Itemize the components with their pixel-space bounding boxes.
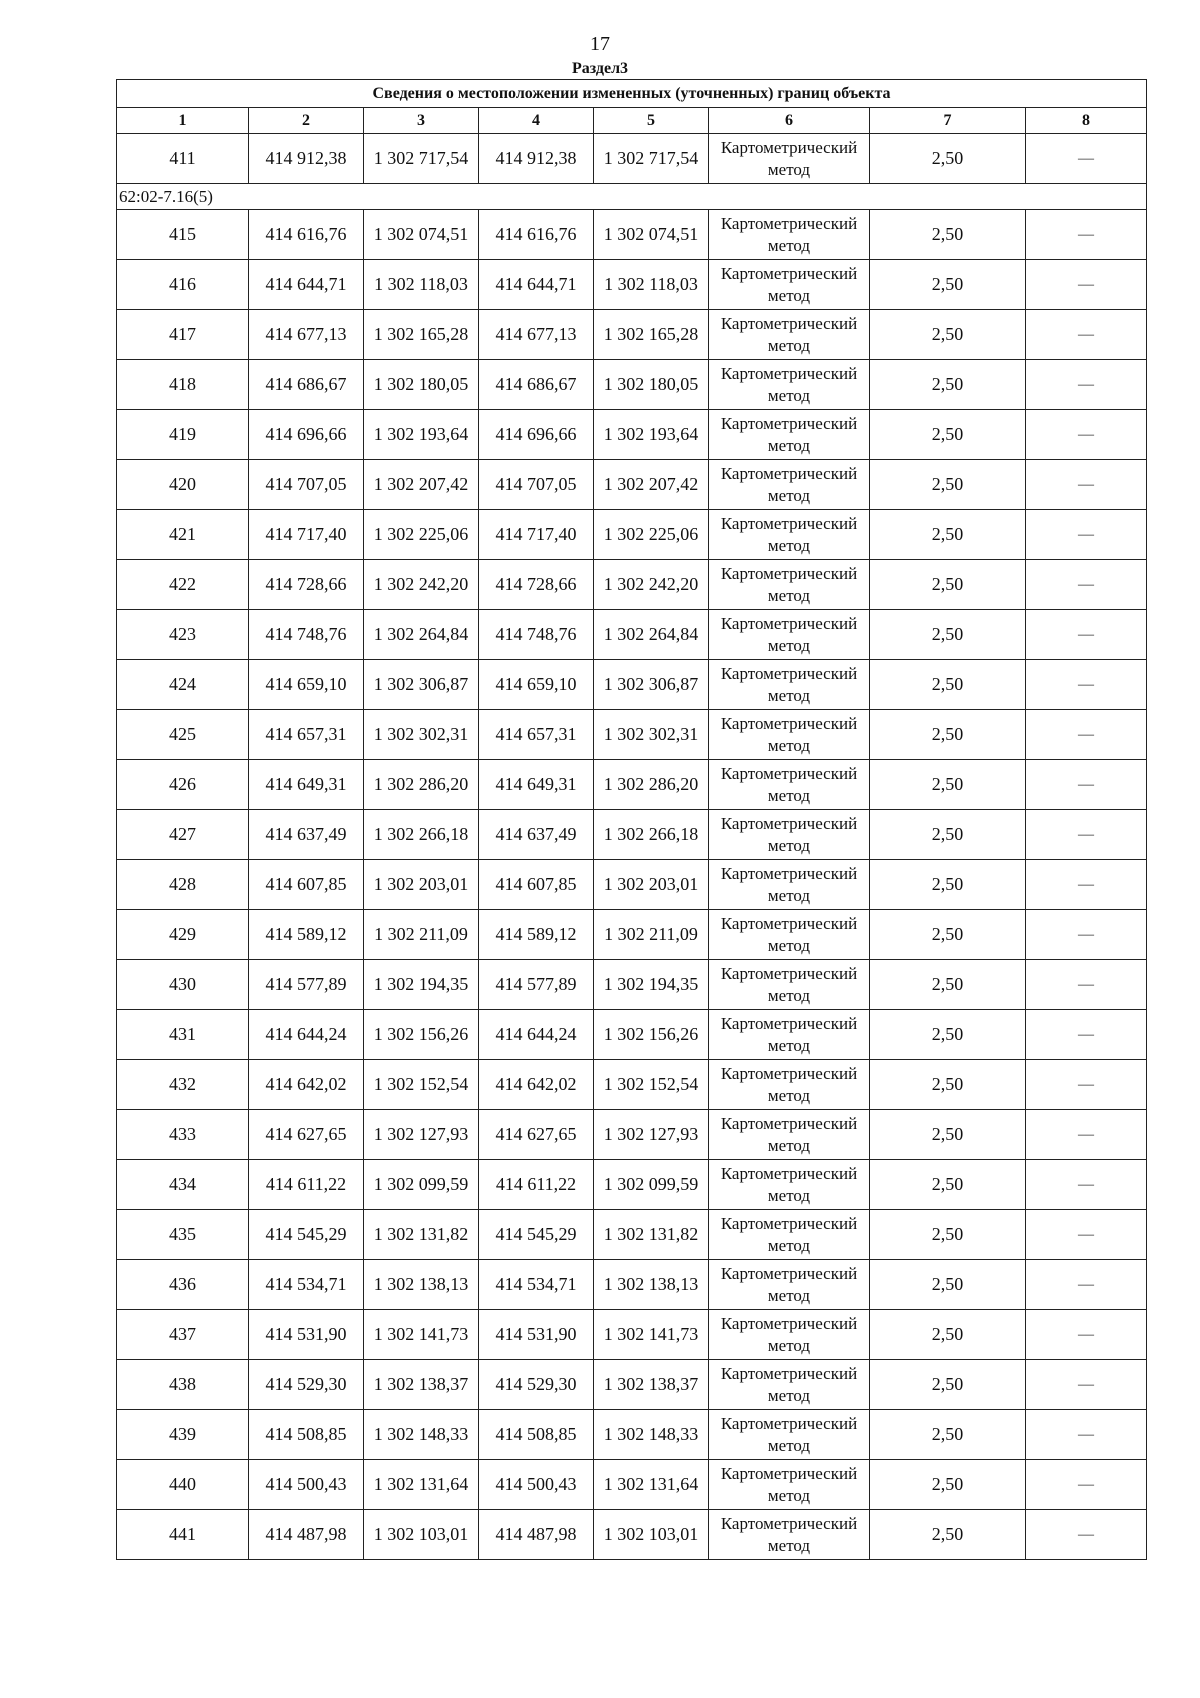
cell-x-new: 414 717,40	[479, 510, 594, 560]
cell-x-existing: 414 589,12	[249, 910, 364, 960]
cell-accuracy: 2,50	[870, 960, 1026, 1010]
cell-y-new: 1 302 717,54	[594, 134, 709, 184]
cell-y-new: 1 302 141,73	[594, 1310, 709, 1360]
cell-description: —	[1026, 1410, 1147, 1460]
cell-point-number: 429	[117, 910, 249, 960]
cell-point-number: 419	[117, 410, 249, 460]
cell-method: Картометрический метод	[709, 360, 870, 410]
cell-method: Картометрический метод	[709, 410, 870, 460]
cell-description: —	[1026, 1010, 1147, 1060]
cell-x-existing: 414 644,71	[249, 260, 364, 310]
cell-description: —	[1026, 410, 1147, 460]
cell-point-number: 421	[117, 510, 249, 560]
cell-y-new: 1 302 207,42	[594, 460, 709, 510]
cell-method: Картометрический метод	[709, 910, 870, 960]
cell-x-existing: 414 607,85	[249, 860, 364, 910]
cell-x-new: 414 686,67	[479, 360, 594, 410]
cell-method: Картометрический метод	[709, 134, 870, 184]
cell-method: Картометрический метод	[709, 510, 870, 560]
cell-method: Картометрический метод	[709, 810, 870, 860]
cell-method: Картометрический метод	[709, 260, 870, 310]
cell-x-existing: 414 696,66	[249, 410, 364, 460]
cell-x-existing: 414 616,76	[249, 210, 364, 260]
cell-x-existing: 414 531,90	[249, 1310, 364, 1360]
cell-x-new: 414 657,31	[479, 710, 594, 760]
cell-method: Картометрический метод	[709, 660, 870, 710]
cell-accuracy: 2,50	[870, 1260, 1026, 1310]
cell-point-number: 438	[117, 1360, 249, 1410]
cell-accuracy: 2,50	[870, 1510, 1026, 1560]
cell-method: Картометрический метод	[709, 1260, 870, 1310]
cell-method: Картометрический метод	[709, 760, 870, 810]
cell-description: —	[1026, 260, 1147, 310]
cell-accuracy: 2,50	[870, 260, 1026, 310]
table-row	[117, 1060, 1147, 1110]
cell-x-existing: 414 717,40	[249, 510, 364, 560]
cell-x-new: 414 607,85	[479, 860, 594, 910]
cell-y-new: 1 302 103,01	[594, 1510, 709, 1560]
column-header-8: 8	[1026, 108, 1147, 134]
cell-accuracy: 2,50	[870, 810, 1026, 860]
cell-x-existing: 414 487,98	[249, 1510, 364, 1560]
cell-description: —	[1026, 460, 1147, 510]
column-header-5: 5	[594, 108, 709, 134]
cell-x-new: 414 644,24	[479, 1010, 594, 1060]
cell-description: —	[1026, 1160, 1147, 1210]
cell-method: Картометрический метод	[709, 1210, 870, 1260]
cell-description: —	[1026, 810, 1147, 860]
table-row	[117, 910, 1147, 960]
cell-method: Картометрический метод	[709, 1460, 870, 1510]
cell-description: —	[1026, 1310, 1147, 1360]
cell-x-new: 414 487,98	[479, 1510, 594, 1560]
cell-y-existing: 1 302 099,59	[364, 1160, 479, 1210]
cell-x-new: 414 637,49	[479, 810, 594, 860]
cell-y-new: 1 302 264,84	[594, 610, 709, 660]
cell-y-new: 1 302 152,54	[594, 1060, 709, 1110]
cell-description: —	[1026, 610, 1147, 660]
cell-y-existing: 1 302 138,13	[364, 1260, 479, 1310]
cell-point-number: 415	[117, 210, 249, 260]
cell-y-new: 1 302 225,06	[594, 510, 709, 560]
table-row	[117, 860, 1147, 910]
cell-x-new: 414 500,43	[479, 1460, 594, 1510]
cell-accuracy: 2,50	[870, 1410, 1026, 1460]
table-row	[117, 660, 1147, 710]
cell-description: —	[1026, 960, 1147, 1010]
cell-y-existing: 1 302 152,54	[364, 1060, 479, 1110]
cell-x-existing: 414 912,38	[249, 134, 364, 184]
cell-y-existing: 1 302 207,42	[364, 460, 479, 510]
cell-x-new: 414 611,22	[479, 1160, 594, 1210]
cell-y-new: 1 302 138,13	[594, 1260, 709, 1310]
cell-y-new: 1 302 074,51	[594, 210, 709, 260]
cell-description: —	[1026, 910, 1147, 960]
cell-y-new: 1 302 127,93	[594, 1110, 709, 1160]
cell-x-existing: 414 659,10	[249, 660, 364, 710]
cell-x-new: 414 529,30	[479, 1360, 594, 1410]
cell-x-existing: 414 642,02	[249, 1060, 364, 1110]
cell-description: —	[1026, 134, 1147, 184]
cell-point-number: 434	[117, 1160, 249, 1210]
cell-y-existing: 1 302 242,20	[364, 560, 479, 610]
cell-y-new: 1 302 266,18	[594, 810, 709, 860]
cell-y-existing: 1 302 203,01	[364, 860, 479, 910]
cell-accuracy: 2,50	[870, 360, 1026, 410]
cell-point-number: 418	[117, 360, 249, 410]
table-row	[117, 560, 1147, 610]
cell-accuracy: 2,50	[870, 1060, 1026, 1110]
table-row	[117, 460, 1147, 510]
cell-method: Картометрический метод	[709, 710, 870, 760]
cell-x-new: 414 534,71	[479, 1260, 594, 1310]
column-header-1: 1	[117, 108, 249, 134]
cell-x-new: 414 531,90	[479, 1310, 594, 1360]
column-header-7: 7	[870, 108, 1026, 134]
cell-x-new: 414 748,76	[479, 610, 594, 660]
cell-y-existing: 1 302 148,33	[364, 1410, 479, 1460]
cell-y-new: 1 302 203,01	[594, 860, 709, 910]
cell-method: Картометрический метод	[709, 1060, 870, 1110]
cell-x-existing: 414 657,31	[249, 710, 364, 760]
cell-point-number: 422	[117, 560, 249, 610]
cell-y-existing: 1 302 193,64	[364, 410, 479, 460]
cell-accuracy: 2,50	[870, 1460, 1026, 1510]
cell-accuracy: 2,50	[870, 560, 1026, 610]
cell-y-existing: 1 302 264,84	[364, 610, 479, 660]
table-row	[117, 710, 1147, 760]
cell-x-existing: 414 508,85	[249, 1410, 364, 1460]
table-row	[117, 1360, 1147, 1410]
cell-y-new: 1 302 138,37	[594, 1360, 709, 1410]
cell-point-number: 436	[117, 1260, 249, 1310]
cell-y-new: 1 302 242,20	[594, 560, 709, 610]
table-row	[117, 960, 1147, 1010]
boundary-coordinates-table	[116, 79, 1147, 1560]
table-row	[117, 1010, 1147, 1060]
cell-method: Картометрический метод	[709, 860, 870, 910]
table-row	[117, 760, 1147, 810]
cell-method: Картометрический метод	[709, 1110, 870, 1160]
cell-description: —	[1026, 360, 1147, 410]
cell-x-existing: 414 728,66	[249, 560, 364, 610]
column-header-3: 3	[364, 108, 479, 134]
cell-description: —	[1026, 560, 1147, 610]
cell-point-number: 437	[117, 1310, 249, 1360]
table-row	[117, 310, 1147, 360]
table-row	[117, 510, 1147, 560]
cell-y-existing: 1 302 165,28	[364, 310, 479, 360]
cell-x-existing: 414 577,89	[249, 960, 364, 1010]
cell-point-number: 425	[117, 710, 249, 760]
table-row	[117, 1110, 1147, 1160]
cell-y-existing: 1 302 211,09	[364, 910, 479, 960]
cell-x-new: 414 577,89	[479, 960, 594, 1010]
cell-method: Картометрический метод	[709, 210, 870, 260]
cell-description: —	[1026, 710, 1147, 760]
cell-x-new: 414 589,12	[479, 910, 594, 960]
cell-y-existing: 1 302 306,87	[364, 660, 479, 710]
cell-x-new: 414 642,02	[479, 1060, 594, 1110]
cell-method: Картометрический метод	[709, 1360, 870, 1410]
cell-x-existing: 414 500,43	[249, 1460, 364, 1510]
table-row	[117, 1160, 1147, 1210]
cell-y-new: 1 302 286,20	[594, 760, 709, 810]
cell-y-existing: 1 302 717,54	[364, 134, 479, 184]
cell-point-number: 440	[117, 1460, 249, 1510]
cell-point-number: 431	[117, 1010, 249, 1060]
cell-y-existing: 1 302 141,73	[364, 1310, 479, 1360]
table-row	[117, 134, 1147, 184]
section-title: Раздел3	[571, 60, 629, 77]
cell-y-new: 1 302 131,82	[594, 1210, 709, 1260]
cell-point-number: 427	[117, 810, 249, 860]
cell-y-new: 1 302 180,05	[594, 360, 709, 410]
cell-accuracy: 2,50	[870, 1310, 1026, 1360]
cell-method: Картометрический метод	[709, 1160, 870, 1210]
cell-x-existing: 414 611,22	[249, 1160, 364, 1210]
cell-x-new: 414 649,31	[479, 760, 594, 810]
cell-y-existing: 1 302 118,03	[364, 260, 479, 310]
cell-description: —	[1026, 1060, 1147, 1110]
cell-x-new: 414 677,13	[479, 310, 594, 360]
table-row	[117, 1460, 1147, 1510]
cell-y-existing: 1 302 103,01	[364, 1510, 479, 1560]
cell-y-new: 1 302 306,87	[594, 660, 709, 710]
cell-point-number: 433	[117, 1110, 249, 1160]
cell-y-existing: 1 302 286,20	[364, 760, 479, 810]
cell-point-number: 424	[117, 660, 249, 710]
cell-point-number: 441	[117, 1510, 249, 1560]
table-row	[117, 1310, 1147, 1360]
cell-description: —	[1026, 860, 1147, 910]
cell-x-new: 414 659,10	[479, 660, 594, 710]
cell-point-number: 432	[117, 1060, 249, 1110]
table-row	[117, 1410, 1147, 1460]
group-label-row	[117, 184, 1147, 210]
cell-y-new: 1 302 302,31	[594, 710, 709, 760]
cell-x-new: 414 616,76	[479, 210, 594, 260]
cell-point-number: 426	[117, 760, 249, 810]
table-row	[117, 1510, 1147, 1560]
cell-y-existing: 1 302 074,51	[364, 210, 479, 260]
cell-y-existing: 1 302 302,31	[364, 710, 479, 760]
cell-y-new: 1 302 165,28	[594, 310, 709, 360]
table-row	[117, 260, 1147, 310]
cell-x-existing: 414 534,71	[249, 1260, 364, 1310]
cell-accuracy: 2,50	[870, 210, 1026, 260]
table-row	[117, 360, 1147, 410]
cell-y-existing: 1 302 194,35	[364, 960, 479, 1010]
cell-accuracy: 2,50	[870, 760, 1026, 810]
cell-x-existing: 414 707,05	[249, 460, 364, 510]
table-caption-row	[117, 80, 1147, 108]
cell-point-number: 428	[117, 860, 249, 910]
cell-y-new: 1 302 211,09	[594, 910, 709, 960]
cell-y-new: 1 302 148,33	[594, 1410, 709, 1460]
cell-accuracy: 2,50	[870, 610, 1026, 660]
cell-y-existing: 1 302 266,18	[364, 810, 479, 860]
cell-y-existing: 1 302 156,26	[364, 1010, 479, 1060]
column-header-4: 4	[479, 108, 594, 134]
cell-y-new: 1 302 194,35	[594, 960, 709, 1010]
cell-accuracy: 2,50	[870, 1360, 1026, 1410]
cell-y-new: 1 302 099,59	[594, 1160, 709, 1210]
cell-point-number: 420	[117, 460, 249, 510]
cell-x-existing: 414 649,31	[249, 760, 364, 810]
cell-x-new: 414 912,38	[479, 134, 594, 184]
cell-description: —	[1026, 1110, 1147, 1160]
cell-x-new: 414 644,71	[479, 260, 594, 310]
table-body	[117, 134, 1147, 1560]
cell-method: Картометрический метод	[709, 310, 870, 360]
group-label: 62:02-7.16(5)	[117, 184, 1147, 210]
cell-point-number: 411	[117, 134, 249, 184]
cell-x-new: 414 707,05	[479, 460, 594, 510]
cell-accuracy: 2,50	[870, 660, 1026, 710]
cell-accuracy: 2,50	[870, 1210, 1026, 1260]
cell-method: Картометрический метод	[709, 1010, 870, 1060]
cell-accuracy: 2,50	[870, 1010, 1026, 1060]
cell-method: Картометрический метод	[709, 1310, 870, 1360]
cell-point-number: 417	[117, 310, 249, 360]
cell-x-new: 414 508,85	[479, 1410, 594, 1460]
cell-x-new: 414 728,66	[479, 560, 594, 610]
cell-y-existing: 1 302 225,06	[364, 510, 479, 560]
cell-description: —	[1026, 1210, 1147, 1260]
column-header-2: 2	[249, 108, 364, 134]
table-row	[117, 810, 1147, 860]
cell-y-new: 1 302 131,64	[594, 1460, 709, 1510]
cell-x-new: 414 696,66	[479, 410, 594, 460]
cell-accuracy: 2,50	[870, 1160, 1026, 1210]
cell-y-new: 1 302 193,64	[594, 410, 709, 460]
cell-description: —	[1026, 1460, 1147, 1510]
cell-method: Картометрический метод	[709, 610, 870, 660]
cell-description: —	[1026, 1360, 1147, 1410]
cell-accuracy: 2,50	[870, 410, 1026, 460]
cell-accuracy: 2,50	[870, 510, 1026, 560]
table-row	[117, 210, 1147, 260]
cell-method: Картометрический метод	[709, 1410, 870, 1460]
cell-point-number: 423	[117, 610, 249, 660]
cell-accuracy: 2,50	[870, 910, 1026, 960]
cell-x-existing: 414 627,65	[249, 1110, 364, 1160]
cell-y-existing: 1 302 138,37	[364, 1360, 479, 1410]
cell-description: —	[1026, 510, 1147, 560]
table-header-row	[117, 108, 1147, 134]
page-number: 17	[590, 33, 610, 55]
cell-y-new: 1 302 118,03	[594, 260, 709, 310]
cell-x-new: 414 545,29	[479, 1210, 594, 1260]
cell-description: —	[1026, 1510, 1147, 1560]
cell-point-number: 435	[117, 1210, 249, 1260]
cell-x-existing: 414 644,24	[249, 1010, 364, 1060]
table-row	[117, 1260, 1147, 1310]
cell-accuracy: 2,50	[870, 134, 1026, 184]
column-header-6: 6	[709, 108, 870, 134]
cell-method: Картометрический метод	[709, 460, 870, 510]
cell-point-number: 430	[117, 960, 249, 1010]
cell-y-new: 1 302 156,26	[594, 1010, 709, 1060]
table-row	[117, 410, 1147, 460]
cell-y-existing: 1 302 127,93	[364, 1110, 479, 1160]
cell-method: Картометрический метод	[709, 960, 870, 1010]
cell-accuracy: 2,50	[870, 460, 1026, 510]
cell-accuracy: 2,50	[870, 1110, 1026, 1160]
cell-description: —	[1026, 660, 1147, 710]
cell-method: Картометрический метод	[709, 560, 870, 610]
cell-description: —	[1026, 210, 1147, 260]
cell-y-existing: 1 302 131,82	[364, 1210, 479, 1260]
cell-x-existing: 414 529,30	[249, 1360, 364, 1410]
cell-accuracy: 2,50	[870, 310, 1026, 360]
cell-x-existing: 414 686,67	[249, 360, 364, 410]
cell-y-existing: 1 302 131,64	[364, 1460, 479, 1510]
cell-x-existing: 414 545,29	[249, 1210, 364, 1260]
cell-point-number: 439	[117, 1410, 249, 1460]
cell-accuracy: 2,50	[870, 710, 1026, 760]
cell-description: —	[1026, 1260, 1147, 1310]
cell-description: —	[1026, 760, 1147, 810]
cell-x-existing: 414 677,13	[249, 310, 364, 360]
cell-point-number: 416	[117, 260, 249, 310]
table-caption: Сведения о местоположении измененных (уточненных) границ объекта	[117, 80, 1147, 108]
table-row	[117, 1210, 1147, 1260]
cell-x-existing: 414 637,49	[249, 810, 364, 860]
cell-description: —	[1026, 310, 1147, 360]
table-row	[117, 610, 1147, 660]
cell-method: Картометрический метод	[709, 1510, 870, 1560]
cell-accuracy: 2,50	[870, 860, 1026, 910]
cell-x-new: 414 627,65	[479, 1110, 594, 1160]
cell-x-existing: 414 748,76	[249, 610, 364, 660]
cell-y-existing: 1 302 180,05	[364, 360, 479, 410]
